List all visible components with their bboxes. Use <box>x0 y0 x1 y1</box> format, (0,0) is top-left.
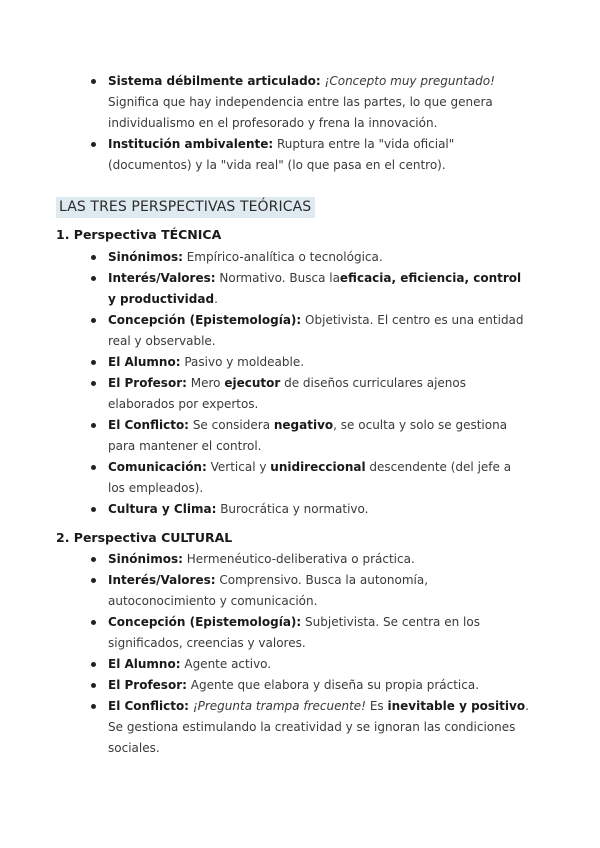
term: Sistema débilmente articulado: <box>108 74 321 88</box>
bold-text: ejecutor <box>224 376 281 390</box>
list-item <box>0 415 600 457</box>
item-text: Comprensivo. Busca la autonomía, autoconocimiento y comunicación. <box>108 573 429 608</box>
bold-text: negativo <box>273 418 334 432</box>
list-item <box>0 71 600 134</box>
perspectiva-tecnica-heading: 1. Perspectiva TÉCNICA <box>56 227 222 242</box>
emphasis: ¡Concepto muy preguntado! <box>324 74 495 88</box>
list-item <box>0 696 600 759</box>
list-item <box>0 499 600 520</box>
item-text-end: . <box>214 292 218 306</box>
item-text: Objetivista. El centro es una entidad real y observable. <box>108 313 524 348</box>
item-text: Significa que hay independencia entre las partes, lo que genera individualismo en el profesorado y frena la innovación. <box>108 95 493 130</box>
item-text: de diseños curriculares ajenos elaborados por expertos. <box>108 376 466 411</box>
list-item <box>0 570 600 612</box>
item-text: Normativo. Busca la <box>219 271 340 285</box>
term: Interés/Valores: <box>108 271 216 285</box>
item-text: descendente (del jefe a los empleados). <box>108 460 512 495</box>
item-text: Se considera <box>192 418 271 432</box>
term: Sinónimos: <box>108 552 183 566</box>
list-item <box>0 310 600 352</box>
perspectiva-cultural-heading: 2. Perspectiva CULTURAL <box>56 530 233 545</box>
list-item <box>0 457 600 499</box>
intro-list <box>0 71 600 176</box>
term: Comunicación: <box>108 460 207 474</box>
term: El Alumno: <box>108 657 181 671</box>
item-text: , se oculta y solo se gestiona para mantener el control. <box>108 418 508 453</box>
item-text: . Se gestiona estimulando la creatividad y se ignoran las condiciones sociales. <box>108 699 529 755</box>
section-heading: LAS TRES PERSPECTIVAS TEÓRICAS <box>56 197 315 218</box>
item-text: Es <box>369 699 384 713</box>
term: Concepción (Epistemología): <box>108 615 302 629</box>
list-item <box>0 612 600 654</box>
bold-text: inevitable y positivo <box>387 699 526 713</box>
item-text: Ruptura entre la "vida oficial" (documentos) y la "vida real" (lo que pasa en el centro). <box>108 137 455 172</box>
term: Cultura y Clima: <box>108 502 217 516</box>
term: El Profesor: <box>108 376 187 390</box>
term: El Conflicto: <box>108 699 189 713</box>
term: El Conflicto: <box>108 418 189 432</box>
item-text: Mero <box>190 376 221 390</box>
list-item <box>0 268 600 310</box>
list-item <box>0 352 600 373</box>
bold-text: eficacia, eficiencia, control y productividad <box>108 271 522 306</box>
perspectiva-tecnica-list <box>0 247 600 520</box>
bold-text: unidireccional <box>270 460 366 474</box>
term: El Alumno: <box>108 355 181 369</box>
item-text: Vertical y <box>210 460 267 474</box>
item-text: Agente que elabora y diseña su propia práctica. <box>190 678 480 692</box>
list-item <box>0 654 600 675</box>
list-item <box>0 675 600 696</box>
term: Interés/Valores: <box>108 573 216 587</box>
item-text: Burocrática y normativo. <box>220 502 369 516</box>
term: Concepción (Epistemología): <box>108 313 302 327</box>
item-text: Hermenéutico-deliberativa o práctica. <box>186 552 415 566</box>
term: Sinónimos: <box>108 250 183 264</box>
item-text: Subjetivista. Se centra en los significados, creencias y valores. <box>108 615 480 650</box>
perspectiva-cultural-list <box>0 549 600 759</box>
term: Institución ambivalente: <box>108 137 274 151</box>
item-text: Pasivo y moldeable. <box>184 355 305 369</box>
list-item <box>0 549 600 570</box>
emphasis: ¡Pregunta trampa frecuente! <box>192 699 366 713</box>
term: El Profesor: <box>108 678 187 692</box>
list-item <box>0 247 600 268</box>
list-item <box>0 134 600 176</box>
item-text: Agente activo. <box>184 657 272 671</box>
item-text: Empírico-analítica o tecnológica. <box>186 250 383 264</box>
list-item <box>0 373 600 415</box>
